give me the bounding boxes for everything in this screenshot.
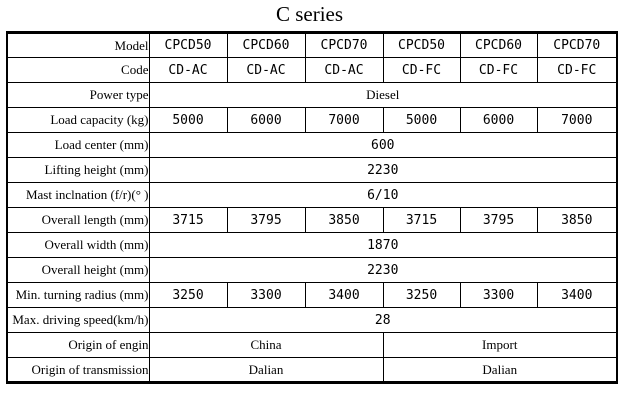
value-cell: 3715 bbox=[383, 208, 460, 233]
table-row-driving-speed bbox=[7, 308, 617, 333]
table-row-overall-length bbox=[7, 208, 617, 233]
value-cell: 3795 bbox=[227, 208, 305, 233]
value-cell: 7000 bbox=[537, 108, 617, 133]
value-cell: 3250 bbox=[383, 283, 460, 308]
table-row-mast-inclination bbox=[7, 183, 617, 208]
table-row-origin-transmission bbox=[7, 358, 617, 383]
value-cell: 3850 bbox=[537, 208, 617, 233]
value-cell: 3300 bbox=[227, 283, 305, 308]
value-cell: 2230 bbox=[149, 158, 617, 183]
value-cell: 3300 bbox=[460, 283, 537, 308]
table-row-origin-engine bbox=[7, 333, 617, 358]
value-cell: 3715 bbox=[149, 208, 227, 233]
value-cell: CPCD60 bbox=[227, 33, 305, 58]
value-cell: CPCD70 bbox=[305, 33, 383, 58]
row-label: Origin of transmission bbox=[7, 358, 149, 383]
table-row-lifting-height bbox=[7, 158, 617, 183]
value-cell: CPCD70 bbox=[537, 33, 617, 58]
table-row-code bbox=[7, 58, 617, 83]
value-cell: 28 bbox=[149, 308, 617, 333]
value-cell: CPCD50 bbox=[149, 33, 227, 58]
value-cell: 3850 bbox=[305, 208, 383, 233]
value-cell: Dalian bbox=[149, 358, 383, 383]
row-label: Origin of engin bbox=[7, 333, 149, 358]
row-label: Lifting height (mm) bbox=[7, 158, 149, 183]
row-label: Power type bbox=[7, 83, 149, 108]
table-row-load-center bbox=[7, 133, 617, 158]
value-cell: 5000 bbox=[149, 108, 227, 133]
value-cell: CD-FC bbox=[460, 58, 537, 83]
row-label: Overall height (mm) bbox=[7, 258, 149, 283]
value-cell: 3400 bbox=[305, 283, 383, 308]
spec-table bbox=[6, 31, 618, 384]
value-cell: CD-AC bbox=[149, 58, 227, 83]
value-cell: Dalian bbox=[383, 358, 617, 383]
row-label: Load center (mm) bbox=[7, 133, 149, 158]
table-row-overall-height bbox=[7, 258, 617, 283]
value-cell: CD-FC bbox=[383, 58, 460, 83]
value-cell: CPCD50 bbox=[383, 33, 460, 58]
value-cell: Diesel bbox=[149, 83, 617, 108]
row-label: Overall width (mm) bbox=[7, 233, 149, 258]
value-cell: 3795 bbox=[460, 208, 537, 233]
value-cell: CD-FC bbox=[537, 58, 617, 83]
value-cell: CD-AC bbox=[305, 58, 383, 83]
value-cell: CD-AC bbox=[227, 58, 305, 83]
row-label: Overall length (mm) bbox=[7, 208, 149, 233]
row-label: Min. turning radius (mm) bbox=[7, 283, 149, 308]
value-cell: 3400 bbox=[537, 283, 617, 308]
table-row-load-capacity bbox=[7, 108, 617, 133]
value-cell: 1870 bbox=[149, 233, 617, 258]
value-cell: Import bbox=[383, 333, 617, 358]
page-title: C series bbox=[275, 2, 344, 26]
value-cell: 6000 bbox=[227, 108, 305, 133]
value-cell: CPCD60 bbox=[460, 33, 537, 58]
row-label: Load capacity (kg) bbox=[7, 108, 149, 133]
value-cell: 6/10 bbox=[149, 183, 617, 208]
table-row-power-type bbox=[7, 83, 617, 108]
value-cell: 3250 bbox=[149, 283, 227, 308]
table-row-model bbox=[7, 33, 617, 58]
row-label: Code bbox=[7, 58, 149, 83]
value-cell: 7000 bbox=[305, 108, 383, 133]
value-cell: 2230 bbox=[149, 258, 617, 283]
table-row-turning-radius bbox=[7, 283, 617, 308]
value-cell: 5000 bbox=[383, 108, 460, 133]
table-row-overall-width bbox=[7, 233, 617, 258]
value-cell: 6000 bbox=[460, 108, 537, 133]
row-label: Max. driving speed(km/h) bbox=[7, 308, 149, 333]
value-cell: 600 bbox=[149, 133, 617, 158]
row-label: Model bbox=[7, 33, 149, 58]
value-cell: China bbox=[149, 333, 383, 358]
row-label: Mast inclnation (f/r)(° ) bbox=[7, 183, 149, 208]
